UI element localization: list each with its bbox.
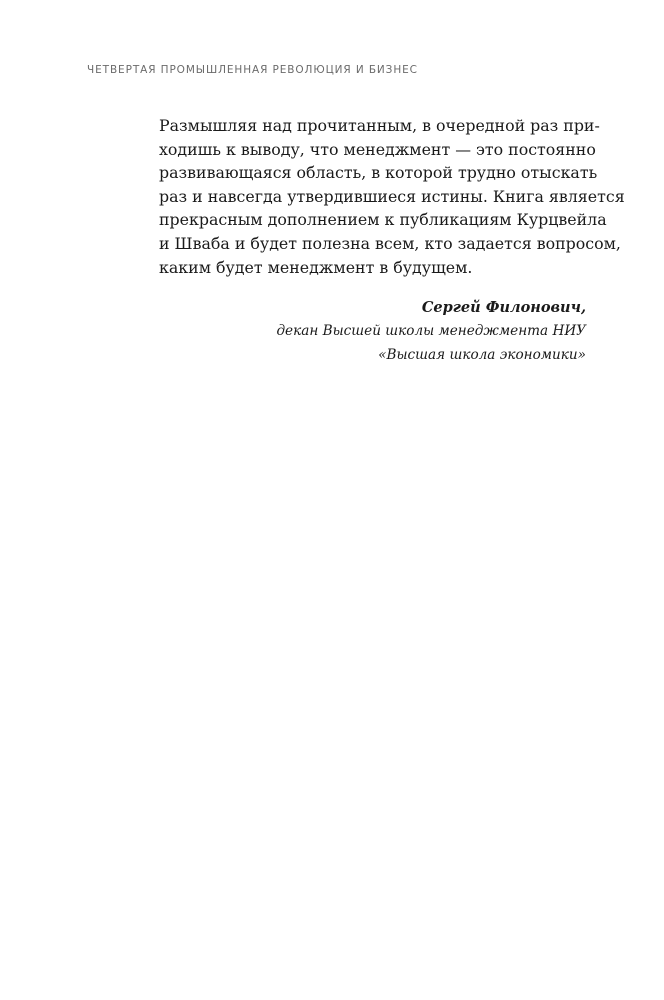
attribution xyxy=(276,296,586,367)
paragraph-line: и Шваба и будет полезна всем, кто задается вопросом, xyxy=(159,233,621,253)
paragraph-line: раз и навсегда утвердившиеся истины. Книга является xyxy=(159,186,625,206)
review-paragraph xyxy=(159,114,625,279)
running-header: ЧЕТВЕРТАЯ ПРОМЫШЛЕННАЯ РЕВОЛЮЦИЯ И БИЗНЕС xyxy=(87,64,418,76)
paragraph-line: развивающаяся область, в которой трудно отыскать xyxy=(159,163,598,183)
paragraph-line: прекрасным дополнением к публикациям Курцвейла xyxy=(159,210,607,230)
author-affiliation: «Высшая школа экономики» xyxy=(378,346,586,363)
paragraph-line: каким будет менеджмент в будущем. xyxy=(159,257,473,277)
author-name: Сергей Филонович, xyxy=(421,299,586,316)
author-role: декан Высшей школы менеджмента НИУ xyxy=(276,323,586,339)
paragraph-line: ходишь к выводу, что менеджмент — это постоянно xyxy=(159,139,596,159)
paragraph-line: Размышляя над прочитанным, в очередной раз при- xyxy=(159,116,600,135)
